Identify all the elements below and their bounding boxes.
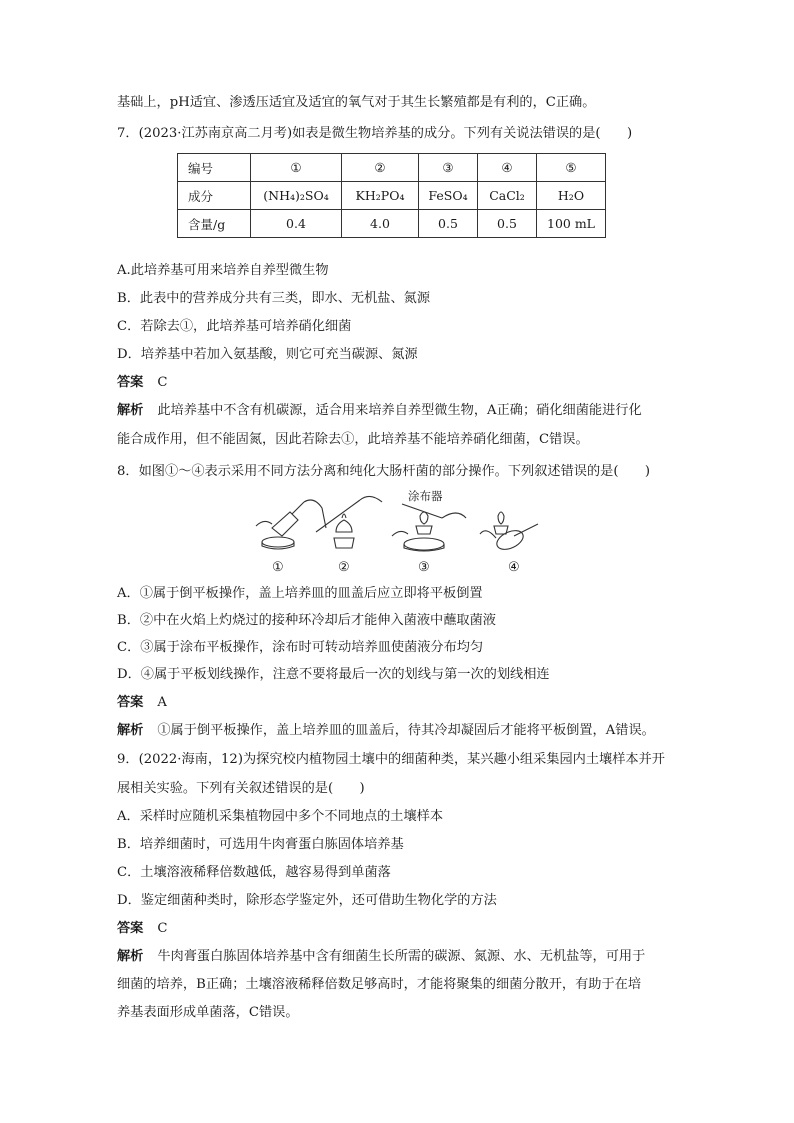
lab-operations-illustration xyxy=(252,488,542,560)
q9-analysis-line-1 xyxy=(117,948,645,966)
row-label: 编号 xyxy=(178,154,251,182)
figure-caption-1: ① xyxy=(272,560,284,575)
q7-option-d: D．培养基中若加入氨基酸，则它可充当碳源、氮源 xyxy=(117,347,418,362)
table-cell: ⑤ xyxy=(537,154,606,182)
table-cell: KH₂PO₄ xyxy=(342,182,419,210)
q9-option-c: C．土壤溶液稀释倍数越低，越容易得到单菌落 xyxy=(117,865,391,880)
figure-caption-4: ④ xyxy=(508,560,520,575)
medium-composition-table xyxy=(177,153,606,238)
q8-option-d: D．④属于平板划线操作，注意不要将最后一次的划线与第一次的划线相连 xyxy=(117,667,550,682)
q7-option-b: B．此表中的营养成分共有三类，即水、无机盐、氮源 xyxy=(117,291,431,306)
row-label: 成分 xyxy=(178,182,251,210)
answer-label: 答案 xyxy=(117,375,144,390)
q7-analysis-line-1 xyxy=(117,402,642,420)
analysis-label: 解析 xyxy=(117,723,144,738)
answer-label: 答案 xyxy=(117,695,144,710)
table-cell: 0.4 xyxy=(251,210,342,238)
q9-option-b: B．培养细菌时，可选用牛肉膏蛋白胨固体培养基 xyxy=(117,837,404,852)
table-row-component xyxy=(178,182,606,210)
answer-label: 答案 xyxy=(117,921,144,936)
table-cell: 0.5 xyxy=(478,210,537,238)
table-cell: 0.5 xyxy=(419,210,478,238)
q8-option-a: A．①属于倒平板操作，盖上培养皿的皿盖后应立即将平板倒置 xyxy=(117,586,483,601)
figure-caption-3: ③ xyxy=(418,560,430,575)
table-cell: (NH₄)₂SO₄ xyxy=(251,182,342,210)
q8-analysis-line-1 xyxy=(117,722,655,740)
lab-operations-figure xyxy=(252,488,542,578)
answer-value: C xyxy=(157,375,168,390)
answer-value: C xyxy=(157,921,168,936)
q9-answer xyxy=(117,920,167,938)
table-row-number xyxy=(178,154,606,182)
row-label: 含量/g xyxy=(178,210,251,238)
figure-caption-2: ② xyxy=(338,560,350,575)
q9-option-a: A．采样时应随机采集植物园中多个不同地点的土壤样本 xyxy=(117,809,444,824)
intro-line: 基础上，pH适宜、渗透压适宜及适宜的氧气对于其生长繁殖都是有利的，C正确。 xyxy=(117,95,596,110)
analysis-label: 解析 xyxy=(117,403,144,418)
table-row-amount xyxy=(178,210,606,238)
table-cell: CaCl₂ xyxy=(478,182,537,210)
q9-analysis-line-2: 细菌的培养，B正确；土壤溶液稀释倍数足够高时，才能将聚集的细菌分散开，有助于在培 xyxy=(117,977,641,992)
q9-stem-line-1: 9．(2022·海南，12)为探究校内植物园土壤中的细菌种类，某兴趣小组采集园内土壤样本并开 xyxy=(117,752,665,767)
q9-analysis-line-3: 养基表面形成单菌落，C错误。 xyxy=(117,1005,299,1020)
q7-option-c: C．若除去①，此培养基可培养硝化细菌 xyxy=(117,319,352,334)
q7-analysis-line-2: 能合成作用，但不能固氮，因此若除去①，此培养基不能培养硝化细菌，C错误。 xyxy=(117,432,589,447)
answer-value: A xyxy=(157,695,167,710)
table-cell: ① xyxy=(251,154,342,182)
q8-stem: 8．如图①～④表示采用不同方法分离和纯化大肠杆菌的部分操作。下列叙述错误的是( ) xyxy=(117,464,650,479)
q8-answer xyxy=(117,694,167,712)
table-cell: 4.0 xyxy=(342,210,419,238)
analysis-text: 牛肉膏蛋白胨固体培养基中含有细菌生长所需的碳源、氮源、水、无机盐等，可用于 xyxy=(157,949,646,964)
analysis-text: 此培养基中不含有机碳源，适合用来培养自养型微生物，A正确；硝化细菌能进行化 xyxy=(157,403,642,418)
table-cell: ③ xyxy=(419,154,478,182)
q8-option-b: B．②中在火焰上灼烧过的接种环冷却后才能伸入菌液中蘸取菌液 xyxy=(117,613,496,628)
q7-option-a: A.此培养基可用来培养自养型微生物 xyxy=(117,263,329,278)
q8-option-c: C．③属于涂布平板操作，涂布时可转动培养皿使菌液分布均匀 xyxy=(117,640,484,655)
analysis-label: 解析 xyxy=(117,949,144,964)
q7-stem: 7．(2023·江苏南京高二月考)如表是微生物培养基的成分。下列有关说法错误的是( ) xyxy=(117,126,633,141)
q7-answer xyxy=(117,374,167,392)
table-cell: ④ xyxy=(478,154,537,182)
q9-stem-line-2: 展相关实验。下列有关叙述错误的是( ) xyxy=(117,781,365,796)
table-cell: ② xyxy=(342,154,419,182)
table-cell: 100 mL xyxy=(537,210,606,238)
table-cell: FeSO₄ xyxy=(419,182,478,210)
table-cell: H₂O xyxy=(537,182,606,210)
q9-option-d: D．鉴定细菌种类时，除形态学鉴定外，还可借助生物化学的方法 xyxy=(117,893,497,908)
analysis-text: ①属于倒平板操作，盖上培养皿的皿盖后，待其冷却凝固后才能将平板倒置，A错误。 xyxy=(157,723,655,738)
spreader-label: 涂布器 xyxy=(408,489,443,503)
